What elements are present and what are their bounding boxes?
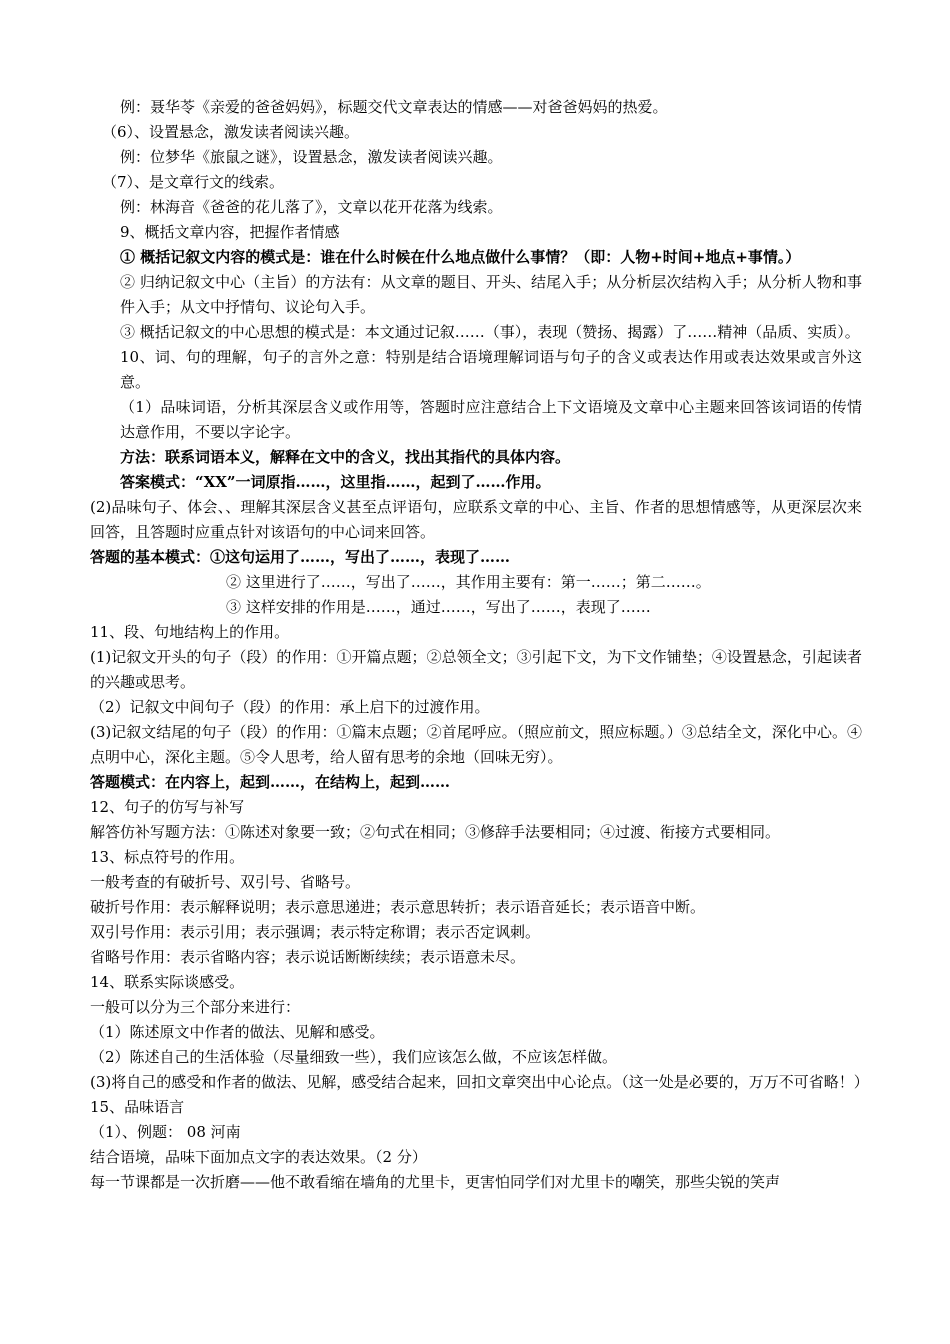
text-line: (2)品味句子、体会、、理解其深层含义甚至点评语句，应联系文章的中心、主旨、作者的思想情感等，从更深层次来回答，且答题时应重点针对该语句的中心词来回答。	[90, 498, 862, 541]
text-line: 省略号作用：表示省略内容；表示说话断断续续；表示语意未尽。	[90, 948, 526, 966]
section-heading: 13、标点符号的作用。	[90, 848, 245, 866]
text-line: ② 归纳记叙文中心（主旨）的方法有：从文章的题目、开头、结尾入手；从分析层次结构入手；从分析人物和事件入手；从文中抒情句、议论句入手。	[120, 273, 862, 316]
section-heading: 11、段、句地结构上的作用。	[90, 623, 290, 641]
text-line: 一般考查的有破折号、双引号、省略号。	[90, 873, 361, 891]
document-body	[90, 95, 869, 1195]
text-line: ③ 这样安排的作用是……，通过……，写出了……，表现了……	[226, 598, 651, 616]
text-line: （2）陈述自己的生活体验（尽量细致一些），我们应该怎么做，不应该怎样做。	[90, 1048, 618, 1066]
section-heading: 14、联系实际谈感受。	[90, 973, 245, 991]
section-heading: 12、句子的仿写与补写	[90, 798, 245, 816]
text-line: （6）、设置悬念，激发读者阅读兴趣。	[102, 123, 360, 141]
section-heading: 10、词、句的理解，句子的言外之意：特别是结合语境理解词语与句子的含义或表达作用或表达效果或言外这意。	[120, 348, 862, 391]
text-line: 双引号作用：表示引用；表示强调；表示特定称谓；表示否定讽刺。	[90, 923, 541, 941]
text-line: 一般可以分为三个部分来进行：	[90, 998, 301, 1016]
text-line: （1）品味词语，分析其深层含义或作用等，答题时应注意结合上下文语境及文章中心主题来回答该词语的传情达意作用，不要以字论字。	[120, 398, 862, 441]
text-line: 方法：联系词语本义，解释在文中的含义，找出其指代的具体内容。	[120, 448, 571, 466]
text-line: (3)将自己的感受和作者的做法、见解，感受结合起来，回扣文章突出中心论点。（这一处是必要的，万万不可省略！）	[90, 1073, 869, 1091]
text-line: (1)记叙文开头的句子（段）的作用：①开篇点题；②总领全文；③引起下文，为下文作铺垫；④设置悬念，引起读者的兴趣或思考。	[90, 648, 862, 691]
text-line: （1）陈述原文中作者的做法、见解和感受。	[90, 1023, 385, 1041]
text-line: ① 概括记叙文内容的模式是：谁在什么时候在什么地点做什么事情？（即：人物+时间+地点+事情。）	[120, 248, 801, 266]
text-line: （7）、是文章行文的线索。	[102, 173, 285, 191]
text-line: 结合语境，品味下面加点文字的表达效果。（2 分）	[90, 1148, 427, 1166]
text-line: 答题模式：在内容上，起到……，在结构上，起到……	[90, 773, 451, 791]
text-line: 例：聂华苓《亲爱的爸爸妈妈》，标题交代文章表达的情感——对爸爸妈妈的热爱。	[120, 98, 668, 116]
text-line: ③ 概括记叙文的中心思想的模式是：本文通过记叙……（事），表现（赞扬、揭露）了……精神（品质、实质）。	[120, 323, 860, 341]
text-line: 答案模式：“XX”一词原指……，这里指……，起到了……作用。	[120, 473, 551, 491]
text-line: (3)记叙文结尾的句子（段）的作用：①篇末点题；②首尾呼应。（照应前文，照应标题。）③总结全文，深化中心。④点明中心，深化主题。⑤令人思考，给人留有思考的余地（回味无穷）。	[90, 723, 862, 766]
text-line: 例：林海音《爸爸的花儿落了》，文章以花开花落为线索。	[120, 198, 503, 216]
text-line: ② 这里进行了……，写出了……，其作用主要有：第一……；第二……。	[226, 573, 711, 591]
text-line: （1）、例题： 08 河南	[90, 1123, 241, 1141]
text-line: 例：位梦华《旅鼠之谜》，设置悬念，激发读者阅读兴趣。	[120, 148, 503, 166]
section-heading: 9、概括文章内容，把握作者情感	[120, 223, 340, 241]
text-line: 破折号作用：表示解释说明；表示意思递进；表示意思转折；表示语音延长；表示语音中断。	[90, 898, 706, 916]
text-line: （2）记叙文中间句子（段）的作用：承上启下的过渡作用。	[90, 698, 490, 716]
text-line: 答题的基本模式：①这句运用了……，写出了……，表现了……	[90, 548, 511, 566]
text-line: 每一节课都是一次折磨——他不敢看缩在墙角的尤里卡，更害怕同学们对尤里卡的嘲笑，那些尖锐的笑声	[90, 1173, 781, 1191]
section-heading: 15、品味语言	[90, 1098, 185, 1116]
text-line: 解答仿补写题方法：①陈述对象要一致；②句式在相同；③修辞手法要相同；④过渡、衔接方式要相同。	[90, 823, 781, 841]
